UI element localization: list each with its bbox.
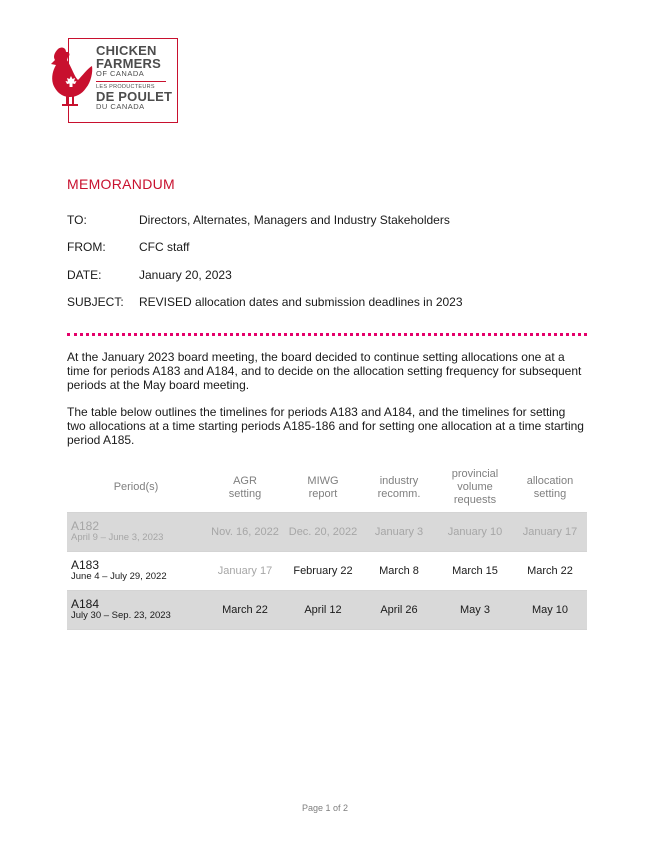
miwg-cell: April 12	[285, 591, 361, 630]
allocation-cell: January 17	[513, 513, 587, 552]
logo-wordmark	[96, 44, 172, 111]
period-cell: A183 June 4 – July 29, 2022	[67, 552, 205, 591]
date-label: DATE:	[67, 268, 102, 282]
logo-rule	[96, 81, 166, 82]
memo-title: MEMORANDUM	[67, 176, 175, 192]
industry-cell: March 8	[361, 552, 437, 591]
logo-line: DE POULET	[96, 89, 173, 104]
miwg-cell: Dec. 20, 2022	[285, 513, 361, 552]
agr-cell: March 22	[205, 591, 285, 630]
col-header-provincial: provincial volume requests	[451, 468, 499, 506]
col-header-allocation: allocation setting	[526, 474, 574, 500]
col-header-miwg: MIWG report	[307, 474, 339, 500]
body-paragraph-2: The table below outlines the timelines for periods A183 and A184, and the timelines for setting two allocations at a time starting periods A185-186 and for setting one allocation at a time starting period A185.	[67, 405, 584, 447]
logo-line: CHICKEN	[96, 43, 157, 58]
logo-line: FARMERS	[96, 56, 161, 71]
period-cell: A182 April 9 – June 3, 2023	[67, 513, 205, 552]
period-cell: A184 July 30 – Sep. 23, 2023	[67, 591, 205, 630]
logo-line: DU CANADA	[96, 102, 145, 111]
miwg-cell: February 22	[285, 552, 361, 591]
col-header-agr: AGR setting	[228, 474, 262, 500]
provincial-cell: January 10	[437, 513, 513, 552]
provincial-cell: March 15	[437, 552, 513, 591]
page-number: Page 1 of 2	[301, 803, 349, 813]
date-value: January 20, 2023	[139, 268, 232, 282]
agr-cell: Nov. 16, 2022	[205, 513, 285, 552]
industry-cell: April 26	[361, 591, 437, 630]
allocation-cell: March 22	[513, 552, 587, 591]
body-paragraph-1: At the January 2023 board meeting, the board decided to continue setting allocations one at a time for periods A183 and A184, and to decide on the allocation setting frequency for subsequent periods at the May board meeting.	[67, 350, 582, 392]
table-row	[67, 552, 587, 591]
dotted-divider	[67, 333, 587, 336]
subject-label: SUBJECT:	[67, 295, 124, 309]
from-label: FROM:	[67, 240, 106, 254]
col-header-period: Period(s)	[113, 481, 159, 493]
to-label: TO:	[67, 213, 87, 227]
allocation-cell: May 10	[513, 591, 587, 630]
hen-logo-icon	[44, 46, 94, 108]
logo-line: LES PRODUCTEURS	[96, 83, 155, 90]
table-row	[67, 591, 587, 630]
agr-cell: January 17	[205, 552, 285, 591]
from-value: CFC staff	[139, 240, 190, 254]
to-value: Directors, Alternates, Managers and Industry Stakeholders	[139, 213, 450, 227]
provincial-cell: May 3	[437, 591, 513, 630]
col-header-industry: industry recomm.	[377, 474, 421, 500]
table-header-row	[67, 463, 587, 513]
logo-line: OF CANADA	[96, 69, 145, 78]
subject-value: REVISED allocation dates and submission deadlines in 2023	[139, 295, 463, 309]
allocation-schedule-table	[67, 463, 587, 630]
table-row	[67, 513, 587, 552]
industry-cell: January 3	[361, 513, 437, 552]
